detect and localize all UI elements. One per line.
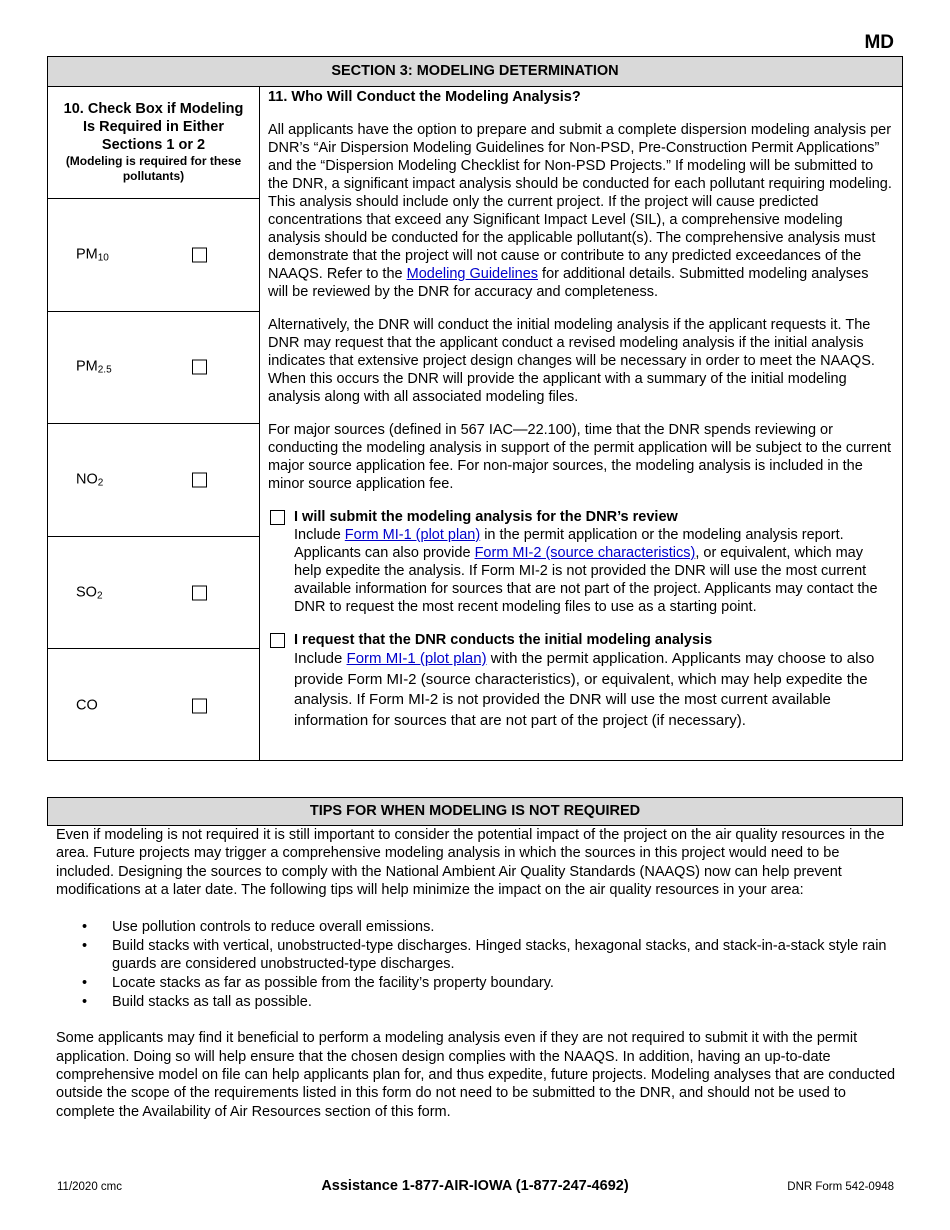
question-11: [268, 87, 892, 760]
pollutant-label: CO: [76, 697, 98, 714]
question-10-title: 10. Check Box if Modeling Is Required in Either Sections 1 or 2: [63, 101, 244, 153]
modeling-guidelines-link[interactable]: Modeling Guidelines: [406, 266, 539, 282]
section-3-header: SECTION 3: MODELING DETERMINATION: [48, 57, 902, 87]
pm25-checkbox[interactable]: [192, 360, 207, 375]
tips-body: [56, 826, 896, 1121]
list-item: • Build stacks as tall as possible.: [56, 993, 896, 1011]
form-code: MD: [864, 32, 894, 53]
footer-form-number: DNR Form 542-0948: [787, 1181, 894, 1193]
footer-assistance: Assistance 1-877-AIR-IOWA (1-877-247-4692): [321, 1178, 629, 1194]
pm10-checkbox[interactable]: [192, 247, 207, 262]
tips-intro: Even if modeling is not required it is still important to consider the potential impact of the project on the air quality resources in the area. Future projects may trigger a comprehensive modeling analysis in which the sources in this project would need to be included. Designing the sources to comply with the National Ambient Air Quality Standards (NAAQS) now can help prevent modifications at a later date. The following tips will help minimize the impact on the air quality resources in your area:: [56, 827, 885, 898]
section-3-body: [48, 87, 902, 760]
q11-paragraph-2: Alternatively, the DNR will conduct the initial modeling analysis if the applicant requests it. The DNR may request that the applicant conduct a revised modeling analysis if the initial analysis indicates that extensive project design changes will be necessary in order to meet the NAAQS. When this occurs the DNR will provide the applicant with a summary of the initial modeling analysis along with all associated modeling files.: [268, 317, 875, 405]
pollutant-row-so2: [48, 537, 259, 650]
co-checkbox[interactable]: [192, 698, 207, 713]
list-item: • Use pollution controls to reduce overall emissions.: [56, 918, 896, 936]
tips-closing: Some applicants may find it beneficial to perform a modeling analysis even if they are not required to submit it with the permit application. Doing so will help ensure that the chosen design complies with the NAAQS. In addition, having an up-to-date comprehensive model on file can help applicants plan for, and thus expedite, future projects. Modeling analyses that are conducted outside the scope of the requirements listed in this form do not need to be submitted to the DNR, and should not be used to complete the Availability of Air Resources section of this form.: [56, 1030, 896, 1120]
q11-paragraph-1: All applicants have the option to prepare and submit a complete dispersion modeling analysis per DNR’s “Air Dispersion Modeling Guidelines for Non-PSD, Pre-Construction Permit Applications” and the “Dispersion Modeling Checklist for Non-PSD Projects.” If modeling will be submitted to the DNR, a significant impact analysis should be conducted for each pollutant requiring modeling. This analysis should include only the current project. If the project will cause predicted concentrations that exceed any Significant Impact Level (SIL), a comprehensive modeling analysis should be conducted for the applicable pollutant(s). The comprehensive analysis must demonstrate that the project will not cause or contribute to any predicted exceedances of the NAAQS. Refer to the Modeling Guidelines for additional details. Submitted modeling analyses will be reviewed by the DNR for accuracy and completeness.: [268, 122, 892, 300]
pollutant-row-co: [48, 649, 259, 762]
question-10-subtitle: (Modeling is required for these pollutants): [65, 154, 242, 183]
pollutant-label: $PM_{10}$: [76, 246, 109, 264]
option-2-text: Include Form MI-1 (plot plan) with the permit application. Applicants may choose to also provide Form MI-2 (source characteristics), or equivalent, which may help expedite the analysis. If Form MI-2 is not provided the DNR will use the most current available information for sources that are not part of the project (if necessary).: [294, 650, 875, 729]
no2-checkbox[interactable]: [192, 472, 207, 487]
form-mi2-link[interactable]: Form MI-2 (source characteristics): [474, 545, 696, 561]
option-2-title: I request that the DNR conducts the initial modeling analysis: [294, 632, 713, 648]
tips-header: TIPS FOR WHEN MODELING IS NOT REQUIRED: [47, 797, 903, 826]
option-submit-modeling: [268, 508, 892, 616]
pollutant-row-pm25: [48, 312, 259, 425]
form-mi1-link[interactable]: Form MI-1 (plot plan): [346, 650, 487, 667]
pollutant-label: $SO_2$: [76, 584, 103, 602]
option-dnr-conducts: [268, 631, 892, 731]
question-11-title: 11. Who Will Conduct the Modeling Analysis?: [268, 89, 581, 105]
list-item: • Build stacks with vertical, unobstructed-type discharges. Hinged stacks, hexagonal stacks, and stack-in-a-stack style rain guards are considered unobstructed-type discharges.: [56, 937, 896, 974]
pollutant-label: $PM_{2.5}$: [76, 358, 112, 376]
form-mi1-link[interactable]: Form MI-1 (plot plan): [344, 527, 481, 543]
submit-modeling-checkbox[interactable]: [270, 510, 285, 525]
pollutant-row-pm10: [48, 199, 259, 312]
dnr-conducts-checkbox[interactable]: [270, 633, 285, 648]
option-1-title: I will submit the modeling analysis for the DNR’s review: [294, 509, 678, 525]
section-3-table: [47, 56, 903, 761]
pollutant-label: $NO_2$: [76, 471, 104, 489]
pollutant-row-no2: [48, 424, 259, 537]
q11-paragraph-3: For major sources (defined in 567 IAC—22.100), time that the DNR spends reviewing or conducting the modeling analysis in support of the permit application will be subject to the current major source application fee. For non-major sources, the modeling analysis is included in the minor source application fee.: [268, 422, 892, 492]
so2-checkbox[interactable]: [192, 585, 207, 600]
pollutant-column: [48, 87, 260, 760]
tips-list: [56, 918, 896, 1011]
option-1-text: Include Form MI-1 (plot plan) in the permit application or the modeling analysis report. Applicants can also provide Form MI-2 (source characteristics), or equivalent, which may help expedite the analysis. If Form MI-2 is not provided the DNR will use the most current available information for sources that are not part of the project. Applicants may contact the DNR to request the most recent modeling files to use as a starting point.: [294, 527, 878, 615]
list-item: • Locate stacks as far as possible from the facility’s property boundary.: [56, 974, 896, 992]
question-10: [48, 87, 259, 199]
footer-revision: 11/2020 cmc: [57, 1181, 122, 1193]
